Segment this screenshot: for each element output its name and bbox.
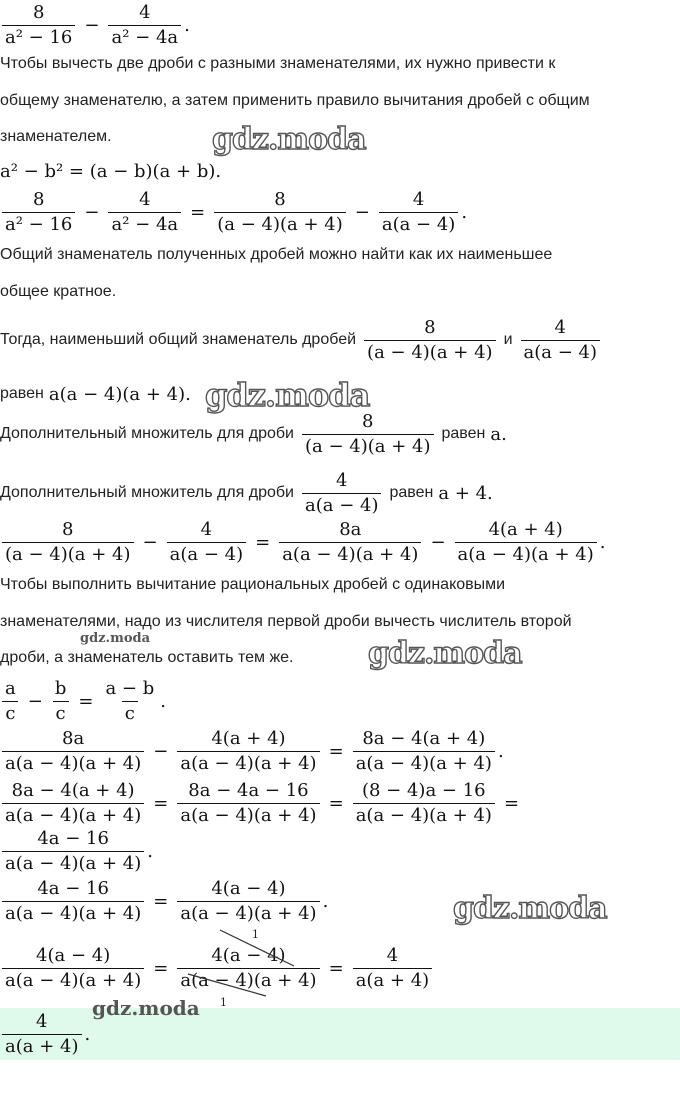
paragraph: знаменателями, надо из числителя первой дроби вычесть числитель второй (0, 613, 572, 630)
watermark: gdz.moda (453, 891, 607, 926)
cancelled-fraction: $\frac{4(a - 4)}{a(a - 4)(a + 4)}$ (177, 946, 319, 991)
subtraction-rule: $\frac{a}{c}$ − $\frac{b}{c}$ = $\frac{a - b}{c}$ . (0, 678, 680, 724)
paragraph: общему знаменателю, а затем применить правило вычитания дробей с общим (0, 92, 590, 109)
step-4-continuation: $\frac{4a - 16}{a(a - 4)(a + 4)}$ . (0, 826, 680, 876)
step-1-equation: $\frac{8}{\text{a² − 16}}$ − $\frac{4}{\text{a² − 4a}}$ = $\frac{8}{(a - 4)(a + 4)}$ − $\frac{4}{a(a - 4)}$ . (0, 186, 680, 238)
step-3-equation: $\frac{8a}{a(a - 4)(a + 4)}$ − $\frac{4(a + 4)}{a(a - 4)(a + 4)}$ = $\frac{8a - 4(a + 4)}{a(a - 4)(a + 4)}$ . (0, 724, 680, 778)
step-4-equation: $\frac{8a - 4(a + 4)}{a(a - 4)(a + 4)}$ = $\frac{8a - 4a - 16}{a(a - 4)(a + 4)}$ = $\frac{(8 - 4)a - 16}{a(a - 4)(a + 4)}$ = (0, 776, 680, 830)
difference-of-squares-formula: a² − b² = (a − b)(a + b). (0, 160, 222, 182)
paragraph: дроби, а знаменатель оставить тем же. (0, 649, 294, 666)
paragraph: Чтобы выполнить вычитание рациональных дробей с одинаковыми (0, 576, 506, 593)
step-5-equation: $\frac{4a - 16}{a(a - 4)(a + 4)}$ = $\frac{4(a - 4)}{a(a - 4)(a + 4)}$ . (0, 874, 680, 928)
paragraph: общее кратное. (0, 283, 117, 300)
multiplier-1: Дополнительный множитель для дроби $\frac{8}{(a - 4)(a + 4)}$ равен a. (0, 410, 507, 457)
strike-denominator (188, 974, 266, 996)
watermark: gdz.moda (92, 996, 200, 1020)
cancel-mark: 1 (252, 928, 259, 941)
fraction: $\frac{4}{\text{a² − 4a}}$ (108, 3, 181, 48)
watermark: gdz.moda (80, 631, 151, 646)
step-2-equation: $\frac{8}{(a - 4)(a + 4)}$ − $\frac{4}{a(a - 4)}$ = $\frac{8a}{a(a - 4)(a + 4)}$ − $\frac{4(a + 4)}{a(a - 4)(a + 4)}$ . (0, 515, 680, 569)
paragraph: Чтобы вычесть две дроби с разными знаменателями, их нужно привести к (0, 55, 556, 72)
final-answer: $\frac{4}{a(a + 4)}$ . (0, 1008, 680, 1060)
strike-numerator (220, 930, 294, 966)
watermark: gdz.moda (368, 636, 522, 671)
initial-expression: $\frac{8}{\text{a² − 16}}$ − $\frac{4}{\text{a² − 4a}}$ . (0, 0, 680, 50)
paragraph: Общий знаменатель полученных дробей можно найти как их наименьшее (0, 246, 553, 263)
step-6-equation: $\frac{4(a - 4)}{a(a - 4)(a + 4)}$ = $\frac{4(a - 4)}{a(a - 4)(a + 4)}$ = $\frac{4}{a(a + 4)}$ (0, 940, 680, 996)
lcm-result: равен a(a − 4)(a + 4). (0, 383, 191, 405)
paragraph: знаменателем. (0, 128, 112, 145)
watermark-sup: 1 (220, 996, 227, 1009)
watermark: gdz.moda (205, 376, 370, 414)
watermark: gdz.moda (212, 122, 366, 157)
lcm-line: Тогда, наименьший общий знаменатель дробей $\frac{8}{(a - 4)(a + 4)}$ и $\frac{4}{a(a - 4)}$ (0, 314, 680, 366)
multiplier-2: Дополнительный множитель для дроби $\frac{4}{a(a - 4)}$ равен a + 4. (0, 469, 493, 516)
fraction: $\frac{8}{\text{a² − 16}}$ (2, 3, 75, 48)
